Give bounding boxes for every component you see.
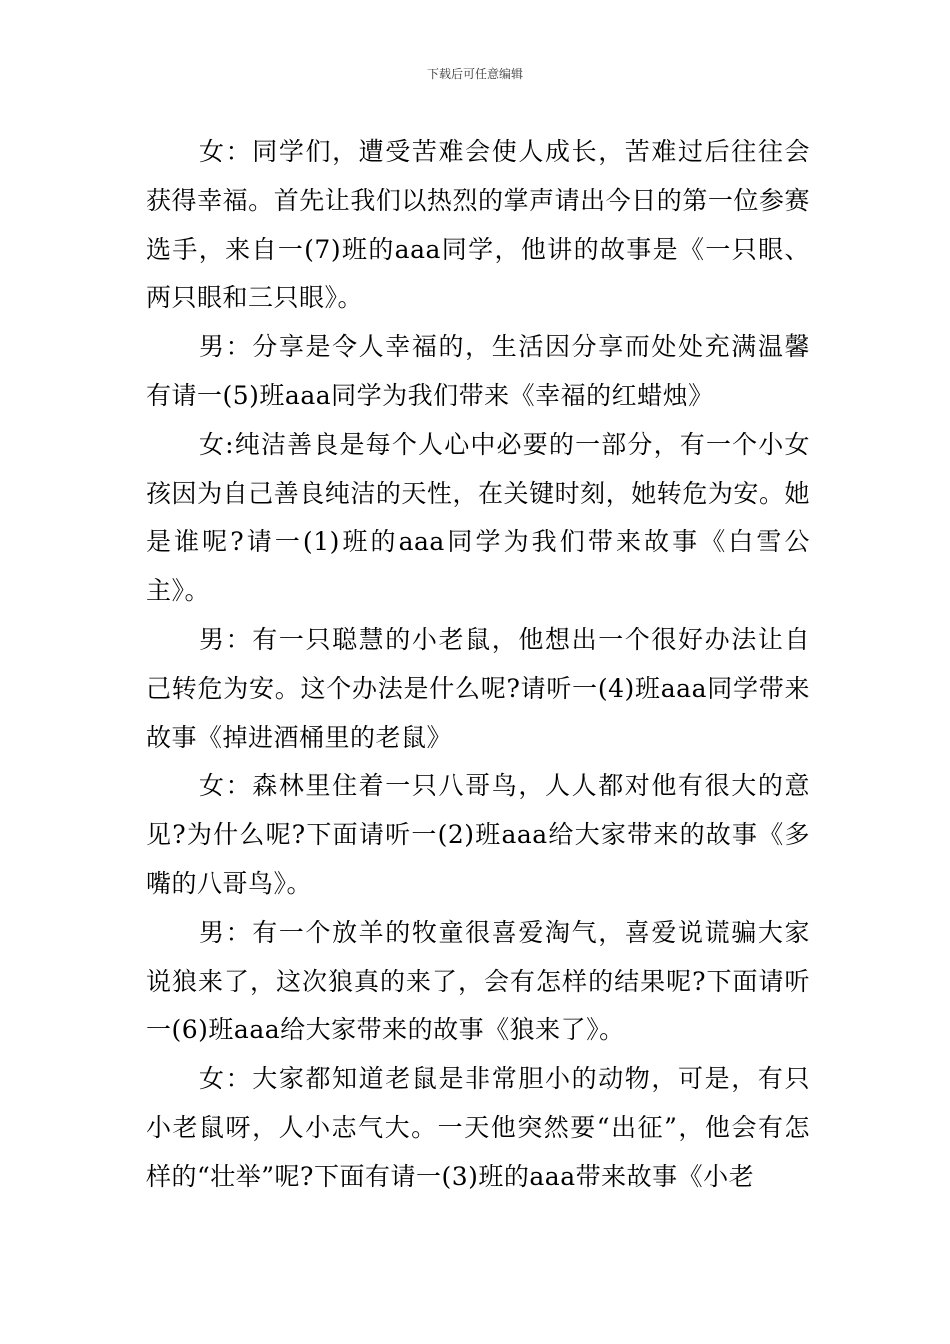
page-header: 下载后可任意编辑	[426, 67, 523, 81]
paragraph: 女：同学们，遭受苦难会使人成长，苦难过后往往会获得幸福。首先让我们以热烈的掌声请出今日的第一位参赛选手，来自一(7)班的aaa同学，他讲的故事是《一只眼、两只眼和三只眼》。	[146, 137, 810, 313]
paragraph: 男：分享是令人幸福的，生活因分享而处处充满温馨有请一(5)班aaa同学为我们带来《幸福的红蜡烛》	[146, 332, 810, 410]
paragraph: 女:纯洁善良是每个人心中必要的一部分，有一个小女孩因为自己善良纯洁的天性，在关键时刻，她转危为安。她是谁呢?请一(1)班的aaa同学为我们带来故事《白雪公主》。	[146, 429, 810, 606]
paragraph: 女：大家都知道老鼠是非常胆小的动物，可是，有只小老鼠呀，人小志气大。一天他突然要“出征”，他会有怎样的“壮举”呢?下面有请一(3)班的aaa带来故事《小老	[146, 1064, 810, 1191]
paragraph: 男：有一只聪慧的小老鼠，他想出一个很好办法让自己转危为安。这个办法是什么呢?请听一(4)班aaa同学带来故事《掉进酒桶里的老鼠》	[146, 624, 810, 752]
paragraph: 女：森林里住着一只八哥鸟，人人都对他有很大的意见?为什么呢?下面请听一(2)班aaa给大家带来的故事《多嘴的八哥鸟》。	[146, 771, 810, 898]
document-body	[146, 128, 810, 1202]
paragraph: 男：有一个放羊的牧童很喜爱淘气，喜爱说谎骗大家说狼来了，这次狼真的来了，会有怎样的结果呢?下面请听一(6)班aaa给大家带来的故事《狼来了》。	[146, 917, 810, 1045]
